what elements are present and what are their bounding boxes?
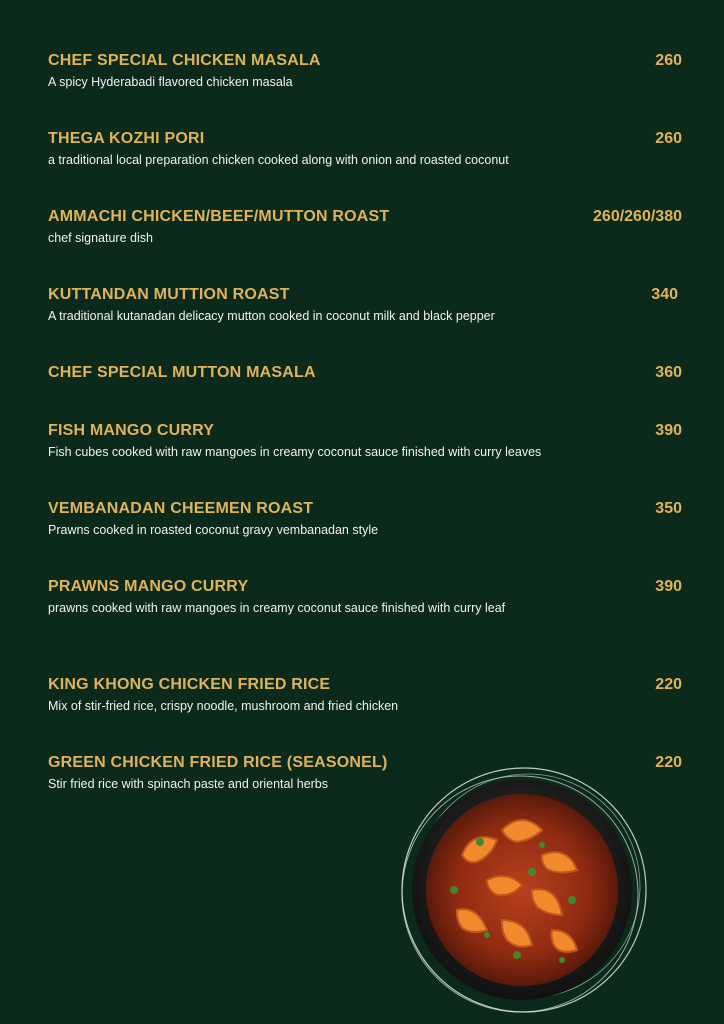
item-description: Fish cubes cooked with raw mangoes in creamy coconut sauce finished with curry leaves: [48, 445, 542, 459]
item-description: chef signature dish: [48, 231, 153, 245]
item-name: AMMACHI CHICKEN/BEEF/MUTTON ROAST: [48, 208, 390, 225]
item-name: CHEF SPECIAL CHICKEN MASALA: [48, 52, 321, 69]
item-name: KUTTANDAN MUTTION ROAST: [48, 286, 290, 303]
menu-item-chef-special-chicken-masala: [48, 52, 682, 89]
menu-item-prawns-mango-curry: [48, 578, 682, 615]
menu-item-kuttandan-muttion-roast: [48, 286, 682, 323]
item-name: KING KHONG CHICKEN FRIED RICE: [48, 676, 331, 693]
item-description: A spicy Hyderabadi flavored chicken masala: [48, 75, 293, 89]
item-name: PRAWNS MANGO CURRY: [48, 578, 249, 595]
item-name: THEGA KOZHI PORI: [48, 130, 205, 147]
item-name: FISH MANGO CURRY: [48, 422, 215, 439]
item-name: CHEF SPECIAL MUTTON MASALA: [48, 364, 316, 381]
menu-item-king-khong-chicken-fried-rice: [48, 676, 682, 713]
menu-item-fish-mango-curry: [48, 422, 682, 459]
item-price: 260/260/380: [593, 208, 682, 225]
prawn-curry-bowl-photo: [392, 760, 652, 1020]
menu-item-thega-kozhi-pori: [48, 130, 682, 167]
item-price: 360: [655, 364, 682, 381]
item-price: 260: [655, 130, 682, 147]
item-name: GREEN CHICKEN FRIED RICE (SEASONEL): [48, 754, 388, 771]
item-description: Mix of stir-fried rice, crispy noodle, mushroom and fried chicken: [48, 699, 399, 713]
item-price: 350: [655, 500, 682, 517]
item-description: prawns cooked with raw mangoes in creamy coconut sauce finished with curry leaf: [48, 601, 506, 615]
item-price: 220: [655, 676, 682, 693]
item-description: Prawns cooked in roasted coconut gravy vembanadan style: [48, 523, 379, 537]
item-price: 390: [655, 422, 682, 439]
item-price: 390: [655, 578, 682, 595]
menu-item-chef-special-mutton-masala: [48, 364, 682, 382]
item-description: a traditional local preparation chicken cooked along with onion and roasted coconut: [48, 153, 509, 167]
item-price: 220: [655, 754, 682, 771]
item-description: A traditional kutanadan delicacy mutton cooked in coconut milk and black pepper: [48, 309, 495, 323]
item-price: 340: [651, 286, 678, 303]
item-name: VEMBANADAN CHEEMEN ROAST: [48, 500, 314, 517]
item-description: Stir fried rice with spinach paste and oriental herbs: [48, 777, 329, 791]
item-price: 260: [655, 52, 682, 69]
menu-item-vembanadan-cheemen-roast: [48, 500, 682, 537]
menu-item-ammachi-roast: [48, 208, 682, 245]
